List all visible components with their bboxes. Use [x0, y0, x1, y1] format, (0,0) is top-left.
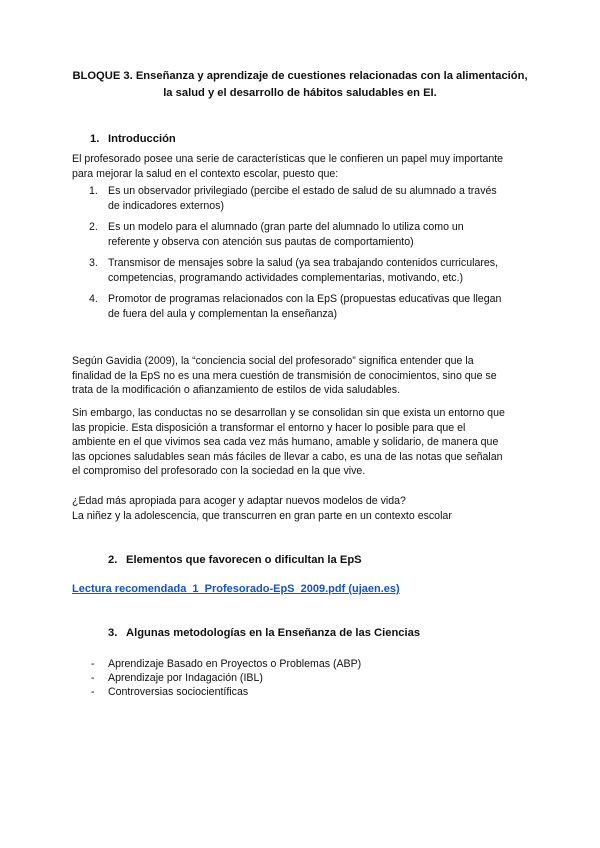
section-1-title: Introducción — [108, 133, 176, 145]
list-item — [72, 671, 361, 685]
question-text: ¿Edad más apropiada para acoger y adaptar nuevos modelos de vida? — [72, 495, 406, 507]
list-item-line: de fuera del aula y complementan la enseñanza) — [108, 307, 338, 320]
section-2-title: Elementos que favorecen o dificultan la EpS — [126, 554, 362, 566]
intro-line-1: El profesorado posee una serie de características que le confieren un papel muy importante — [72, 153, 504, 165]
bullet-dash: - — [91, 658, 95, 670]
methodology-label: Aprendizaje por Indagación (IBL) — [108, 672, 263, 684]
section-2-number: 2. — [108, 554, 118, 566]
environment-line: ambiente en el que vivimos sea cada vez más humano, amable y solidario, de manera que — [72, 436, 499, 448]
gavidia-paragraph — [72, 354, 542, 398]
environment-line: las propicie. Esta disposición a transformar el entorno y hacer lo posible para que el — [72, 421, 466, 434]
title-line-2: la salud y el desarrollo de hábitos saludables en EI. — [163, 87, 437, 99]
list-item — [72, 184, 542, 213]
environment-line: Sin embargo, las conductas no se desarrollan y se consolidan sin que exista un entorno que — [72, 407, 505, 419]
section-3-heading — [108, 626, 420, 640]
list-item — [72, 685, 361, 699]
list-item-number: 4. — [89, 293, 98, 305]
answer-text: La niñez y la adolescencia, que transcurren en gran parte en un contexto escolar — [72, 509, 452, 522]
section-3-title: Algunas metodologías en la Enseñanza de las Ciencias — [126, 627, 421, 639]
intro-line-2: para mejorar la salud en el contexto escolar, puesto que: — [72, 167, 339, 180]
bullet-dash: - — [91, 672, 95, 684]
list-item-number: 3. — [89, 257, 98, 269]
document-title — [60, 68, 540, 102]
list-item — [72, 256, 542, 285]
list-item-line: de indicadores externos) — [108, 199, 225, 212]
bullet-dash: - — [91, 686, 95, 698]
list-item-line: Transmisor de mensajes sobre la salud (ya sea trabajando contenidos curriculares, — [108, 257, 499, 269]
environment-line: las opciones saludables sean más fáciles de llevar a cabo, es una de las notas que señalan — [72, 450, 503, 463]
list-item-number: 1. — [89, 185, 98, 197]
section-2-heading — [108, 553, 362, 567]
title-line-1: BLOQUE 3. Enseñanza y aprendizaje de cuestiones relacionadas con la alimentación, — [72, 70, 528, 82]
methodology-label: Aprendizaje Basado en Proyectos o Problemas (ABP) — [108, 658, 362, 670]
methodologies-list — [72, 657, 361, 699]
gavidia-line: trata de la modificación o afianzamiento de estilos de vida saludables. — [72, 384, 401, 396]
list-item — [72, 292, 542, 321]
environment-paragraph — [72, 406, 542, 479]
list-item-number: 2. — [89, 221, 98, 233]
list-item — [72, 657, 361, 671]
environment-line: el compromiso del profesorado con la sociedad en la que vive. — [72, 465, 366, 477]
list-item-line: competencias, programando actividades complementarias, motivando, etc.) — [108, 271, 464, 284]
methodology-label: Controversias sociocientíficas — [108, 686, 249, 698]
list-item-line: Promotor de programas relacionados con la EpS (propuestas educativas que llegan — [108, 293, 502, 305]
recommended-reading-link[interactable]: Lectura recomendada_1_Profesorado-EpS_2009.pdf (ujaen.es) — [72, 583, 400, 595]
gavidia-line: finalidad de la EpS no es una mera cuestión de transmisión de conocimientos, sino que se — [72, 369, 497, 382]
teacher-roles-list — [72, 184, 542, 328]
list-item-line: Es un observador privilegiado (percibe el estado de salud de su alumnado a través — [108, 185, 497, 197]
section-1-number: 1. — [90, 133, 100, 145]
question-answer-block — [72, 494, 542, 523]
section-1-heading — [90, 132, 176, 146]
list-item-line: Es un modelo para el alumnado (gran parte del alumnado lo utiliza como un — [108, 221, 464, 233]
gavidia-line: Según Gavidia (2009), la “conciencia social del profesorado” significa entender que la — [72, 355, 474, 367]
list-item — [72, 220, 542, 249]
list-item-line: referente y observa con atención sus pautas de comportamiento) — [108, 235, 414, 248]
section-3-number: 3. — [108, 627, 118, 639]
intro-paragraph — [72, 152, 542, 181]
